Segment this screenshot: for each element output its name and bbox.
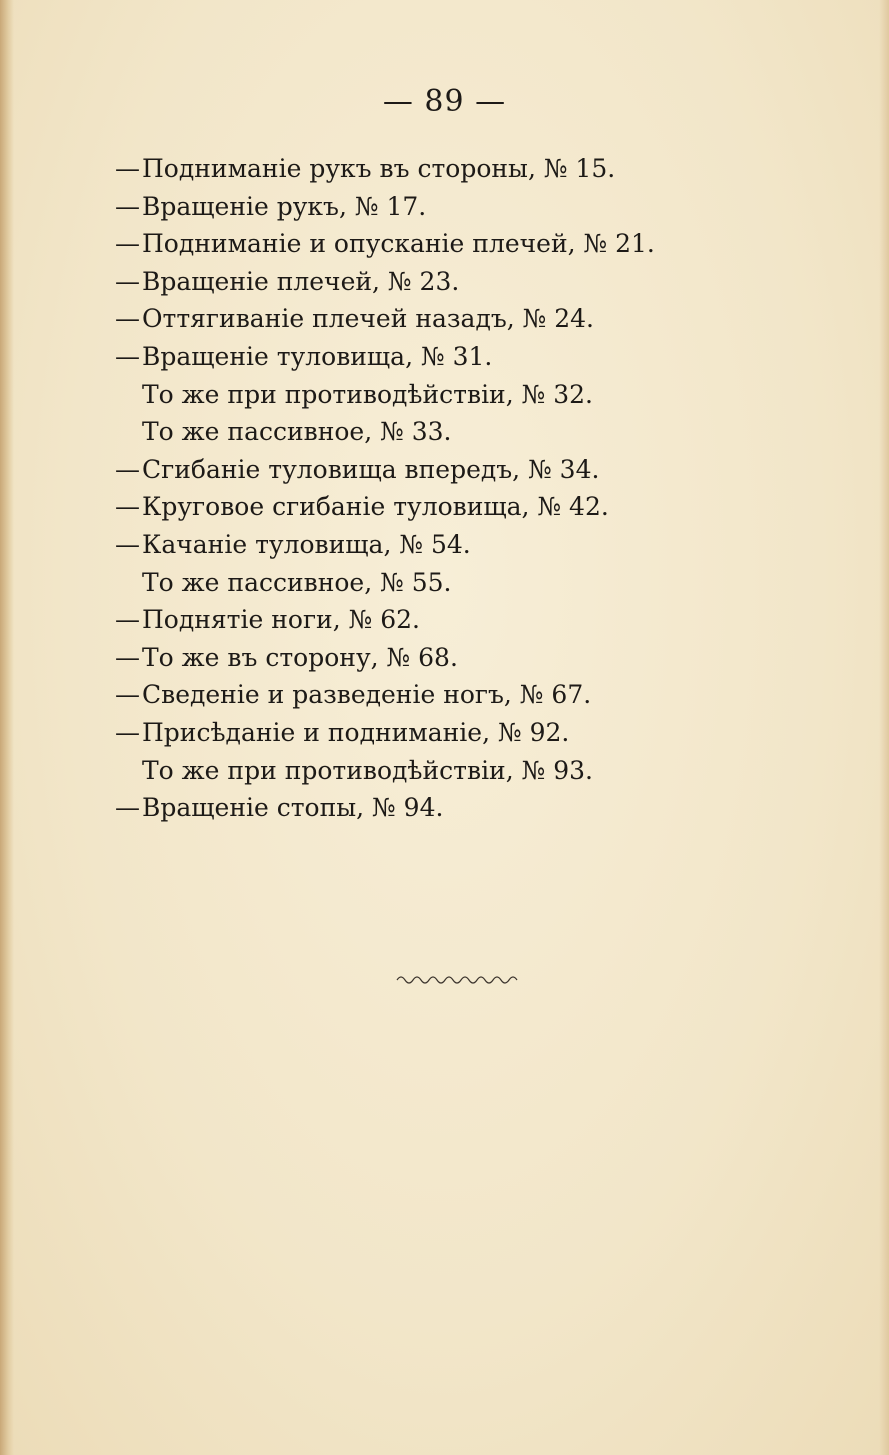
entry-text: Подниманіе рукъ въ стороны, № 15. — [142, 154, 616, 183]
list-item — [0, 526, 889, 564]
list-item — [0, 338, 889, 376]
wavy-line-ornament-icon — [395, 968, 521, 988]
entry-text: Вращеніе туловища, № 31. — [142, 341, 493, 371]
entry-text: То же въ сторону, № 68. — [142, 642, 458, 672]
entry-text: Сгибаніе туловища впередъ, № 34. — [142, 454, 600, 484]
entry-dash: — — [115, 642, 140, 672]
list-item — [0, 564, 889, 602]
page-number: — 89 — — [382, 84, 507, 119]
entry-dash: — — [115, 793, 140, 823]
list-item — [0, 300, 889, 338]
exercise-list — [0, 150, 889, 827]
list-item — [0, 451, 889, 489]
entry-text: Вращеніе плечей, № 23. — [142, 266, 460, 296]
entry-dash: — — [115, 154, 140, 183]
entry-dash: — — [115, 304, 140, 334]
entry-text: Вращеніе стопы, № 94. — [142, 793, 444, 823]
entry-text: Подниманіе и опусканіе плечей, № 21. — [142, 229, 655, 259]
list-item — [0, 601, 889, 639]
list-item — [0, 676, 889, 714]
list-item — [0, 789, 889, 827]
entry-text: Вращеніе рукъ, № 17. — [142, 191, 427, 221]
list-item — [0, 150, 889, 188]
entry-dash: — — [115, 492, 140, 522]
entry-dash: — — [115, 717, 140, 747]
entry-dash: — — [115, 605, 140, 635]
entry-dash: — — [115, 229, 140, 259]
entry-dash: — — [115, 191, 140, 221]
list-item — [0, 714, 889, 752]
entry-dash: — — [115, 529, 140, 559]
list-item — [0, 188, 889, 226]
entry-text: То же пассивное, № 33. — [142, 417, 452, 447]
entry-text: Присѣданіе и подниманіе, № 92. — [142, 717, 570, 747]
list-item — [0, 376, 889, 414]
entry-dash: — — [115, 266, 140, 296]
entry-dash: — — [115, 341, 140, 371]
entry-text: Качаніе туловища, № 54. — [142, 529, 471, 559]
entry-dash: — — [115, 454, 140, 484]
entry-text: То же при противодѣйствіи, № 32. — [142, 379, 593, 409]
list-item — [0, 263, 889, 301]
list-item — [0, 225, 889, 263]
entry-dash: — — [115, 680, 140, 710]
list-item — [0, 413, 889, 451]
entry-text: Круговое сгибаніе туловища, № 42. — [142, 492, 609, 522]
list-item — [0, 488, 889, 526]
entry-text: То же пассивное, № 55. — [142, 567, 452, 597]
list-item — [0, 639, 889, 677]
entry-text: То же при противодѣйствіи, № 93. — [142, 755, 593, 785]
entry-text: Оттягиваніе плечей назадъ, № 24. — [142, 304, 595, 334]
list-item — [0, 752, 889, 790]
entry-text: Поднятіе ноги, № 62. — [142, 605, 420, 635]
entry-text: Сведеніе и разведеніе ногъ, № 67. — [142, 680, 592, 710]
